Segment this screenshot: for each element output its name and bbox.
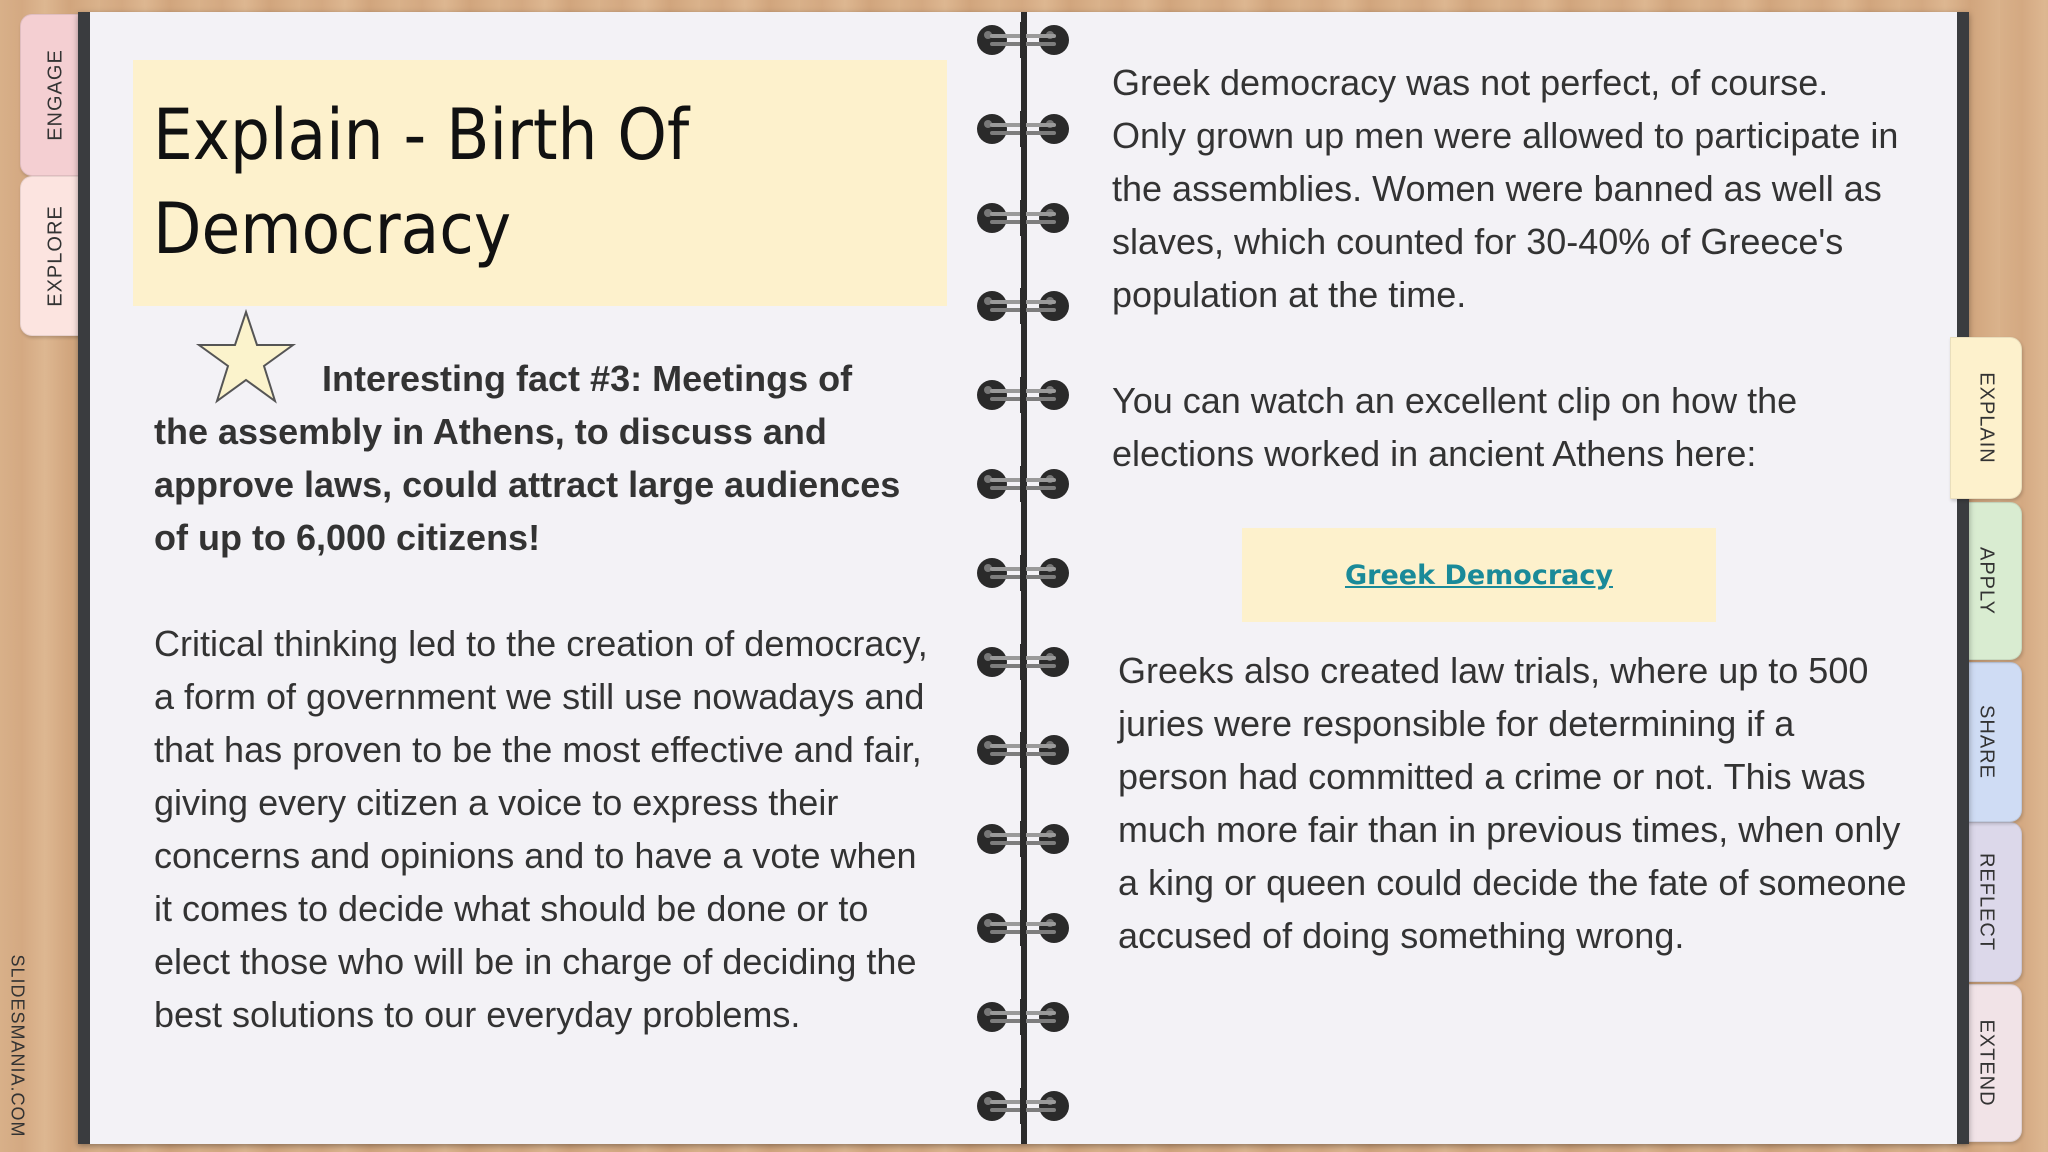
spiral-ring-icon bbox=[976, 1088, 1070, 1124]
tab-apply-label: APPLY bbox=[1975, 547, 1998, 615]
credit-text bbox=[2, 954, 32, 1138]
tab-engage-label: ENGAGE bbox=[44, 49, 67, 141]
spiral-ring-icon bbox=[976, 821, 1070, 857]
tab-share-label: SHARE bbox=[1975, 705, 1998, 779]
tab-explain-label: EXPLAIN bbox=[1975, 372, 1998, 464]
page-title: Explain - Birth Of Democracy bbox=[153, 94, 690, 270]
notebook-left-edge bbox=[78, 12, 90, 1144]
spiral-ring-icon bbox=[976, 377, 1070, 413]
interesting-fact: Interesting fact #3: Meetings of the assembly in Athens, to discuss and approve laws, could attract large audiences of up to 6,000 citizens! bbox=[154, 358, 901, 558]
spiral-ring-icon bbox=[976, 22, 1070, 58]
spiral-ring-icon bbox=[976, 111, 1070, 147]
spiral-ring-icon bbox=[976, 910, 1070, 946]
tab-reflect-label: REFLECT bbox=[1975, 852, 1998, 952]
paragraph-critical-thinking: Critical thinking led to the creation of democracy, a form of government we still use nowadays and that has proven to be the most effective and fair, giving every citizen a voice to express their concerns and opinions and to have a vote when it comes to decide what should be done or to elect those who will be in charge of deciding the best solutions to our everyday problems. bbox=[154, 623, 928, 1035]
spiral-ring-icon bbox=[976, 644, 1070, 680]
paragraph-greek-democracy: Greek democracy was not perfect, of course. Only grown up men were allowed to participate in the assemblies. Women were banned as well as slaves, which counted for 30-40% of Greece's population at the time. bbox=[1112, 62, 1899, 315]
tab-explain[interactable] bbox=[1950, 337, 2022, 499]
spiral-ring-icon bbox=[976, 732, 1070, 768]
notebook-right-edge bbox=[1957, 12, 1969, 1144]
title-box bbox=[133, 60, 947, 306]
tab-extend-label: EXTEND bbox=[1975, 1019, 1998, 1107]
spiral-ring-icon bbox=[976, 999, 1070, 1035]
paragraph-law-trials: Greeks also created law trials, where up to 500 juries were responsible for determining if a person had committed a crime or not. This was much more fair than in previous times, when only a king or queen could decide the fate of someone accused of doing something wrong. bbox=[1118, 650, 1907, 956]
greek-democracy-link[interactable]: Greek Democracy bbox=[1344, 559, 1613, 591]
link-box bbox=[1242, 528, 1716, 622]
spiral-ring-icon bbox=[976, 555, 1070, 591]
credit-label: SLIDESMANIA.COM bbox=[7, 954, 28, 1138]
spiral-ring-icon bbox=[976, 466, 1070, 502]
tab-explore-label: EXPLORE bbox=[44, 205, 67, 307]
paragraph-clip-intro: You can watch an excellent clip on how the elections worked in ancient Athens here: bbox=[1112, 380, 1798, 474]
spiral-ring-icon bbox=[976, 200, 1070, 236]
spiral-ring-icon bbox=[976, 288, 1070, 324]
